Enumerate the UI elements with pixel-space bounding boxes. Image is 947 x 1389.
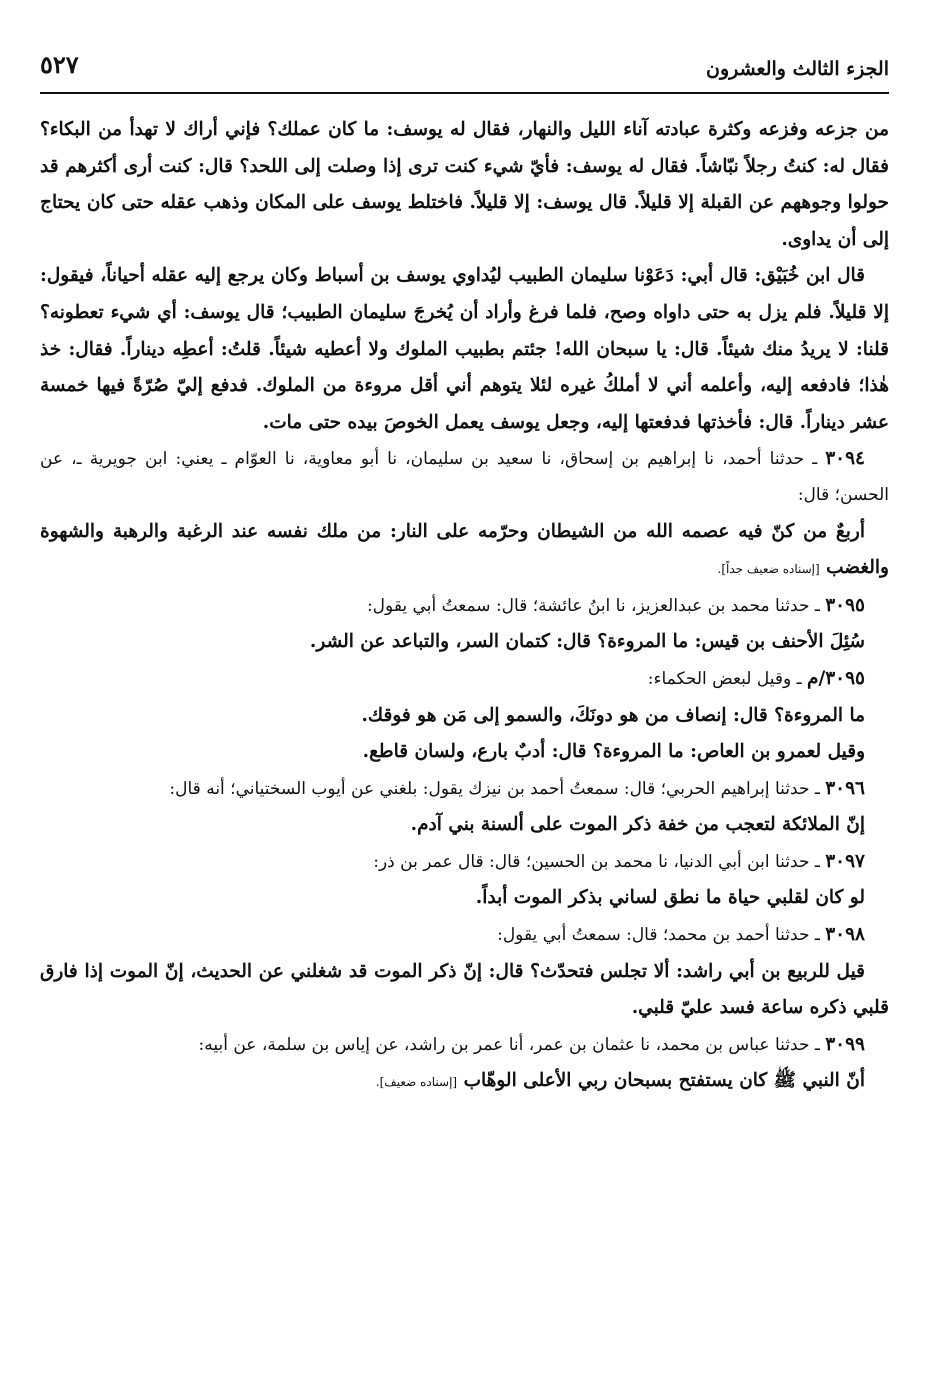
hadith-number: ٣٠٩٥/م [807,667,865,689]
matn-paragraph: أنّ النبي ﷺ كان يستفتح بسبحان ربي الأعلى الوهّاب [إسناده ضعيف]. [375,1070,865,1092]
isnad-paragraph: ٣٠٩٨ ـ حدثنا أحمد بن محمد؛ قال: سمعتُ أبي يقول: [497,924,865,946]
grading-note: [إسناده ضعيف]. [375,1075,458,1090]
grading-note: [إسناده ضعيف جداً]. [717,562,820,577]
matn-paragraph: وقيل لعمرو بن العاص: ما المروءة؟ قال: أدبٌ بارع، ولسان قاطع. [362,741,865,763]
isnad-paragraph: ٣٠٩٧ ـ حدثنا ابن أبي الدنيا، نا محمد بن الحسين؛ قال: قال عمر بن ذر: [373,850,865,872]
hadith-number: ٣٠٩٤ [825,448,865,470]
matn-paragraph: ما المروءة؟ قال: إنصاف من هو دونَكَ، والسمو إلى مَن هو فوقك. [361,704,865,726]
page-header [40,40,889,84]
hadith-number: ٣٠٩٥ [825,594,865,616]
running-title: الجزء الثالث والعشرون [706,58,889,80]
matn-paragraph: إنّ الملائكة لتعجب من خفة ذكر الموت على ألسنة بني آدم. [410,814,865,836]
isnad-paragraph: ٣٠٩٤ ـ حدثنا أحمد، نا إبراهيم بن إسحاق، نا سعيد بن سليمان، نا أبو معاوية، نا العوّام ـ يعني: ابن جويرية ـ، عن الحسن؛ قال: [40,448,889,505]
header-rule [40,92,889,94]
hadith-number: ٣٠٩٩ [825,1033,865,1055]
isnad-paragraph: ٣٠٩٩ ـ حدثنا عباس بن محمد، نا عثمان بن عمر، أنا عمر بن راشد، عن إياس بن سلمة، عن أبيه: [198,1033,865,1055]
page-body [40,112,889,1101]
isnad-paragraph: ٣٠٩٦ ـ حدثنا إبراهيم الحربي؛ قال: سمعتُ أحمد بن نيزك يقول: بلغني عن أيوب السختياني؛ أنه قال: [169,777,865,799]
matn-paragraph: لو كان لقلبي حياة ما نطق لساني بذكر الموت أبداً. [475,887,865,909]
matn-paragraph: قيل للربيع بن أبي راشد: ألا تجلس فتحدّث؟ قال: إنّ ذكر الموت قد شغلني عن الحديث، إنّ الموت إذا فارق قلبي ذكره ساعة فسد عليّ قلبي. [40,960,889,1019]
narrative-paragraph: قال ابن خُبَيْق: قال أبي: دَعَوْنا سليمان الطبيب ليُداوي يوسف بن أسباط وكان يرجع إليه عقله أحياناً، فيقول: إلا قليلاً. فلم يزل به حتى داواه وصح، فلما فرغ وأراد أن يُخرجَ سليمان الطبيب؛ قال يوسف: أي شيء تعطونه؟ قلنا: لا يريدُ منك شيئاً. قال: يا سبحان الله! جئتم بطبيب الملوك ولا أعطيه شيئاً. قلتُ: أعطِه ديناراً. فقال: خذ هٰذا؛ فادفعه إليه، وأعلمه أني لا أملكُ غيره لئلا يتوهم أني أقل مروءة من الملوك. فدفع إليّ صُرّةً فيها خمسة عشر ديناراً. قال: فأخذتها فدفعتها إليه، وجعل يوسف يعمل الخوصَ بيده حتى مات. [40,265,889,433]
isnad-paragraph: ٣٠٩٥/م ـ وقيل لبعض الحكماء: [647,667,865,689]
matn-paragraph: سُئِلَ الأحنف بن قيس: ما المروءة؟ قال: كتمان السر، والتباعد عن الشر. [309,631,865,653]
matn-paragraph: أربعٌ من كنّ فيه عصمه الله من الشيطان وحرّمه على النار: من ملك نفسه عند الرغبة والرهبة والشهوة والغضب [إسناده ضعيف جداً]. [40,520,889,579]
narrative-paragraph: من جزعه وفزعه وكثرة عبادته آناء الليل والنهار، فقال له يوسف: ما كان عملك؟ فإني أراك لا تهدأ من البكاء؟ فقال له: كنتُ رجلاً نبّاشاً. فقال له يوسف: فأيّ شيء كنت ترى إذا وصلت إلى اللحد؟ قال: كنت أرى أكثرهم قد حولوا وجوههم عن القبلة إلا قليلاً. قال يوسف: إلا قليلاً. فاختلط يوسف على المكان وذهب عقله حتى كان يحتاج إلى أن يداوى. [40,119,889,250]
hadith-number: ٣٠٩٨ [825,924,865,946]
page-number: ٥٢٧ [40,50,79,79]
hadith-number: ٣٠٩٦ [825,777,865,799]
hadith-number: ٣٠٩٧ [825,850,865,872]
isnad-paragraph: ٣٠٩٥ ـ حدثنا محمد بن عبدالعزيز، نا ابنُ عائشة؛ قال: سمعتُ أبي يقول: [366,594,865,616]
